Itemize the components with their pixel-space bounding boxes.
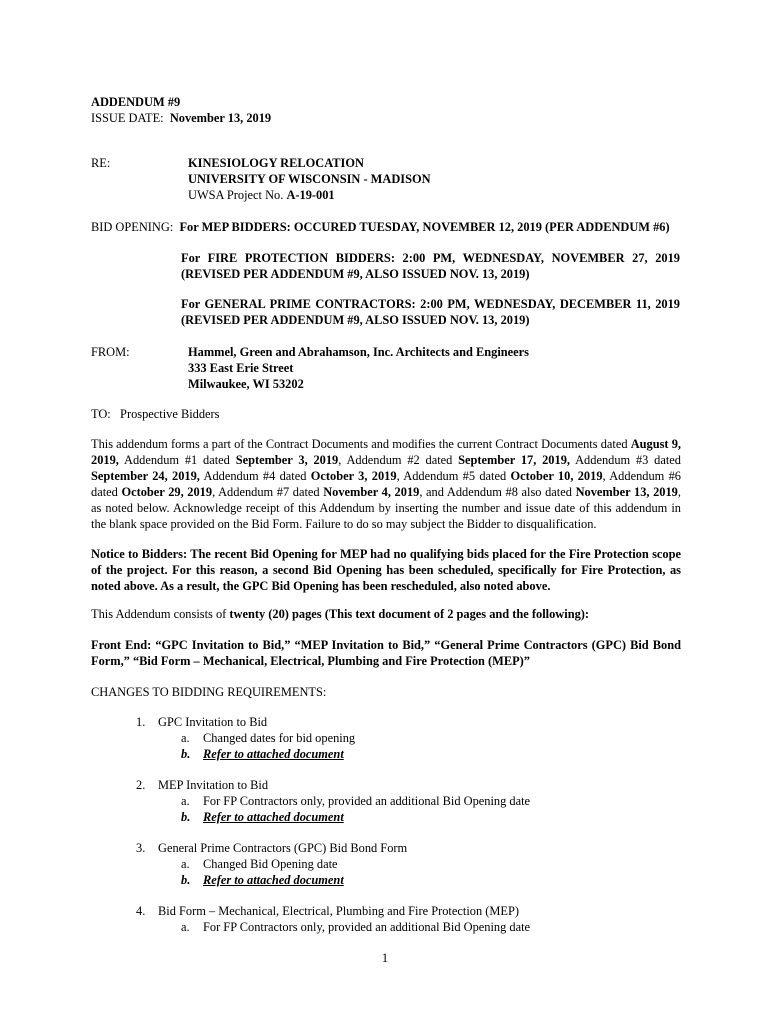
item-title: MEP Invitation to Bid xyxy=(158,778,269,792)
attached-document-reference: Refer to attached document xyxy=(203,810,344,824)
bid-opening-general-prime: For GENERAL PRIME CONTRACTORS: 2:00 PM, WEDNESDAY, DECEMBER 11, 2019 (REVISED PER ADDENDUM #9, ALSO ISSUED NOV. 13, 2019) xyxy=(181,297,680,327)
from-city: Milwaukee, WI 53202 xyxy=(188,377,304,391)
re-project-number: UWSA Project No. A-19-001 xyxy=(188,188,335,202)
item-title: General Prime Contractors (GPC) Bid Bond Form xyxy=(158,841,408,855)
item-note: Changed dates for bid opening xyxy=(203,731,356,745)
from-label: FROM: xyxy=(91,345,130,359)
item-title: Bid Form – Mechanical, Electrical, Plumbing and Fire Protection (MEP) xyxy=(158,904,519,918)
to-label: TO: xyxy=(91,407,111,421)
page-number: 1 xyxy=(381,951,389,965)
from-section xyxy=(91,344,681,392)
re-section xyxy=(91,155,681,203)
item-title: GPC Invitation to Bid xyxy=(158,715,268,729)
addendum-title: ADDENDUM #9 xyxy=(91,95,181,109)
to-line xyxy=(91,406,220,422)
bid-opening-label: BID OPENING: xyxy=(91,220,174,234)
from-street: 333 East Erie Street xyxy=(188,361,294,375)
re-university: UNIVERSITY OF WISCONSIN - MADISON xyxy=(188,172,431,186)
attached-document-reference: Refer to attached document xyxy=(203,873,344,887)
intro-paragraph: This addendum forms a part of the Contract Documents and modifies the current Contract Documents dated August 9, 2019, Addendum #1 dated September 3, 2019, Addendum #2 dated September 17, 2019, Addendum #3 dated September 24, 2019, Addendum #4 dated October 3, 2019, Addendum #5 dated October 10, 2019, Addendum #6 dated October 29, 2019, Addendum #7 dated November 4, 2019, and Addendum #8 also dated November 13, 2019, as noted below. Acknowledge receipt of this Addendum by inserting the number and issue date of this addendum in the blank space provided on the Bid Form. Failure to do so may subject the Bidder to disqualification. xyxy=(91,437,682,531)
item-note: Changed Bid Opening date xyxy=(203,857,338,871)
re-project-name: KINESIOLOGY RELOCATION xyxy=(188,156,364,170)
from-firm: Hammel, Green and Abrahamson, Inc. Architects and Engineers xyxy=(188,345,529,359)
addendum-consists: This Addendum consists of twenty (20) pages (This text document of 2 pages and the following): xyxy=(91,607,590,621)
item-note: For FP Contractors only, provided an additional Bid Opening date xyxy=(203,794,531,808)
issue-date: ISSUE DATE: November 13, 2019 xyxy=(91,111,272,125)
re-label: RE: xyxy=(91,156,111,170)
front-end-list: Front End: “GPC Invitation to Bid,” “MEP Invitation to Bid,” “General Prime Contractors (GPC) Bid Bond Form,” “Bid Form – Mechanical, Electrical, Plumbing and Fire Protection (MEP)” xyxy=(91,638,681,668)
to-value: Prospective Bidders xyxy=(120,407,220,421)
changes-heading: CHANGES TO BIDDING REQUIREMENTS: xyxy=(91,685,327,699)
bid-opening-mep: BID OPENING: For MEP BIDDERS: OCCURED TUESDAY, NOVEMBER 12, 2019 (PER ADDENDUM #6) xyxy=(91,220,670,234)
document-page: ADDENDUM #9 ISSUE DATE: November 13, 2019 RE: KINESIOLOGY RELOCATION UNIVERSITY OF WISCONSIN - MADISON UWSA Project No. A-19-001 BID OPENING: For MEP BIDDERS: OCCURED TUESDAY, NOVEMBER 12, 2019 (PER ADDENDUM #6) For FIRE PROTECTION BIDDERS: 2:00 PM, WEDNESDAY, NOVEMBER 27, 2019 (REVISED PER ADDENDUM #9, ALSO ISSUED NOV. 13, 2019) For GENERAL PRIME CONTRACTORS: 2:00 PM, WEDNESDAY, DECEMBER 11, 2019 (REVISED PER ADDENDUM #9, ALSO ISSUED NOV. 13, 2019) FROM: Hammel, Green and Abrahamson, Inc. Architects and Engineers 333 East Erie Street Milwaukee, WI 53202 TO: Prospective Bidders This addendum forms a part of the Contract Documents and modifies the current Contract Documents dated August 9, 2019, Addendum #1 dated September 3, 2019, Addendum #2 dated September 17, 2019, Addendum #3 dated September 24, 2019, Addendum #4 dated October 3, 2019, Addendum #5 dated October 10, 2019, Addendum #6 dated October 29, 2019, Addendum #7 dated November 4, 2019, and Addendum #8 also dated November 13, 2019, as noted below. Acknowledge receipt of this Addendum by inserting the number and issue date of this addendum in the blank space provided on the Bid Form. Failure to do so may subject the Bidder to disqualification. Notice to Bidders: The recent Bid Opening for MEP had no qualifying bids placed for the Fire Protection scope of the project. For this reason, a second Bid Opening has been scheduled, specifically for Fire Protection, as noted above. As a result, the GPC Bid Opening has been rescheduled, also noted above. This Addendum consists of twenty (20) pages (This text document of 2 pages and the following): Front End: “GPC Invitation to Bid,” “MEP Invitation to Bid,” “General Prime Contractors (GPC) Bid Bond Form,” “Bid Form – Mechanical, Electrical, Plumbing and Fire Protection (MEP)” CHANGES TO BIDDING REQUIREMENTS: 1. GPC Invitation to Bid a. Changed dates for bid opening b. Refer to attached document 2. MEP Invitation to Bid a. For FP Contractors only, provided an additional Bid Opening date b. Refer to attached document 3. General Prime Contractors (GPC) Bid Bond Form a. Changed Bid Opening date b. Refer to attached document 4. Bid Form – Mechanical, Electrical, Plumbing and Fire Protection (MEP) a. For FP Contractors only, provided an additional Bid Opening date 1 xyxy=(0,0,770,1024)
bid-opening-fire-protection: For FIRE PROTECTION BIDDERS: 2:00 PM, WEDNESDAY, NOVEMBER 27, 2019 (REVISED PER ADDENDUM #9, ALSO ISSUED NOV. 13, 2019) xyxy=(181,251,680,281)
attached-document-reference: Refer to attached document xyxy=(203,747,344,761)
item-note: For FP Contractors only, provided an additional Bid Opening date xyxy=(203,920,531,934)
notice-to-bidders: Notice to Bidders: The recent Bid Opening for MEP had no qualifying bids placed for the Fire Protection scope of the project. For this reason, a second Bid Opening has been scheduled, specifically for Fire Protection, as noted above. As a result, the GPC Bid Opening has been rescheduled, also noted above. xyxy=(91,547,681,593)
